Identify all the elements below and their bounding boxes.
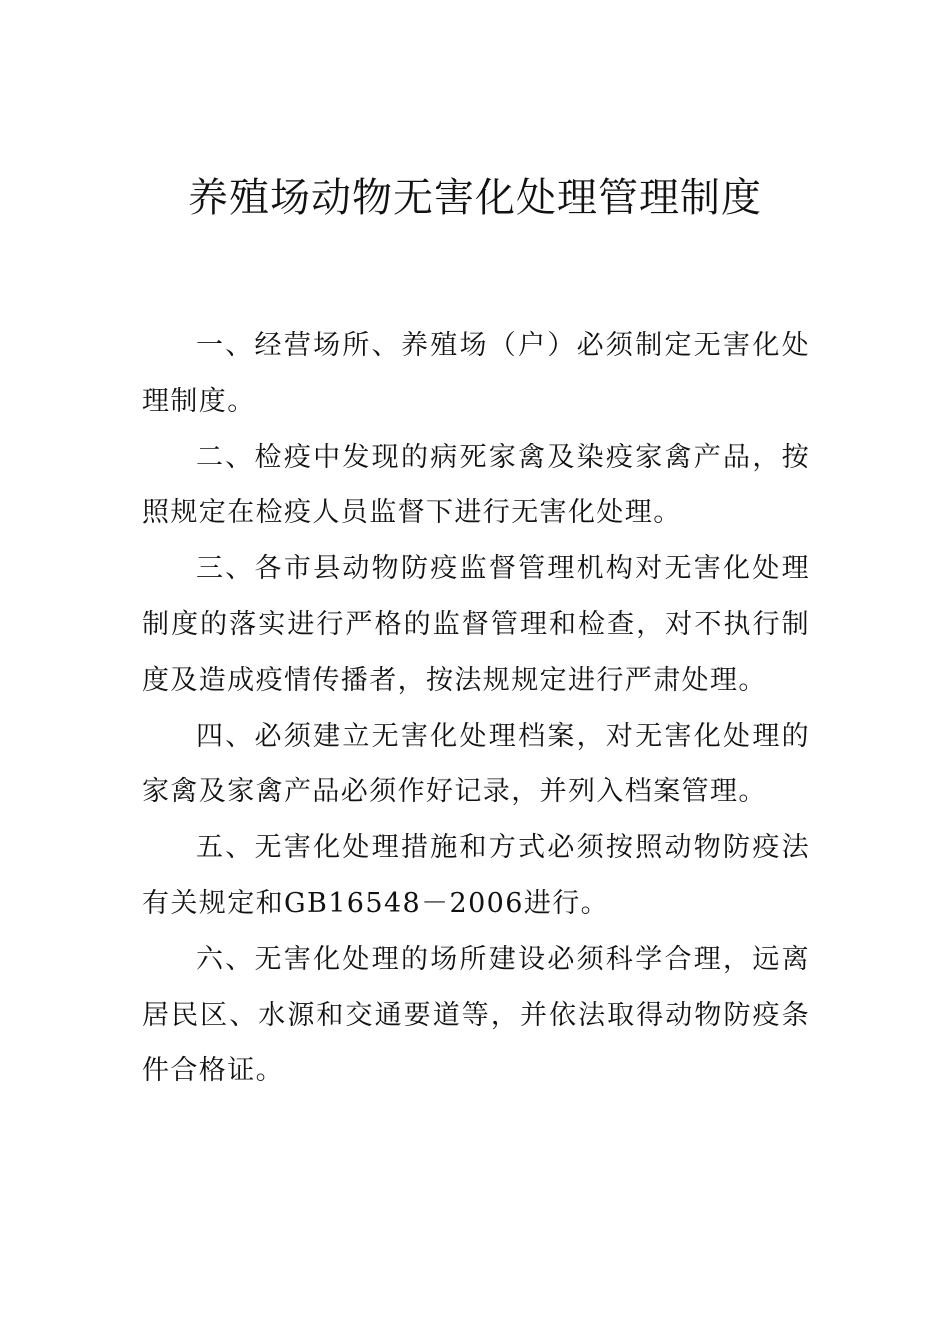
paragraph-1: 一、经营场所、养殖场（户）必须制定无害化处理制度。 <box>142 330 810 417</box>
paragraph-3: 三、各市县动物防疫监督管理机构对无害化处理制度的落实进行严格的监督管理和检查，对不执行制度及造成疫情传播者，按法规规定进行严肃处理。 <box>142 553 810 696</box>
paragraph-4: 四、必须建立无害化处理档案，对无害化处理的家禽及家禽产品必须作好记录，并列入档案管理。 <box>142 720 810 808</box>
document-body <box>142 318 810 1099</box>
paragraph-6: 六、无害化处理的场所建设必须科学合理，远离居民区、水源和交通要道等，并依法取得动物防疫条件合格证。 <box>142 943 810 1087</box>
paragraph-2: 二、检疫中发现的病死家禽及染疫家禽产品，按照规定在检疫人员监督下进行无害化处理。 <box>142 441 810 529</box>
paragraph-5: 五、无害化处理措施和方式必须按照动物防疫法有关规定和GB16548－2006进行。 <box>142 832 810 919</box>
document-title: 养殖场动物无害化处理管理制度 <box>188 175 762 221</box>
